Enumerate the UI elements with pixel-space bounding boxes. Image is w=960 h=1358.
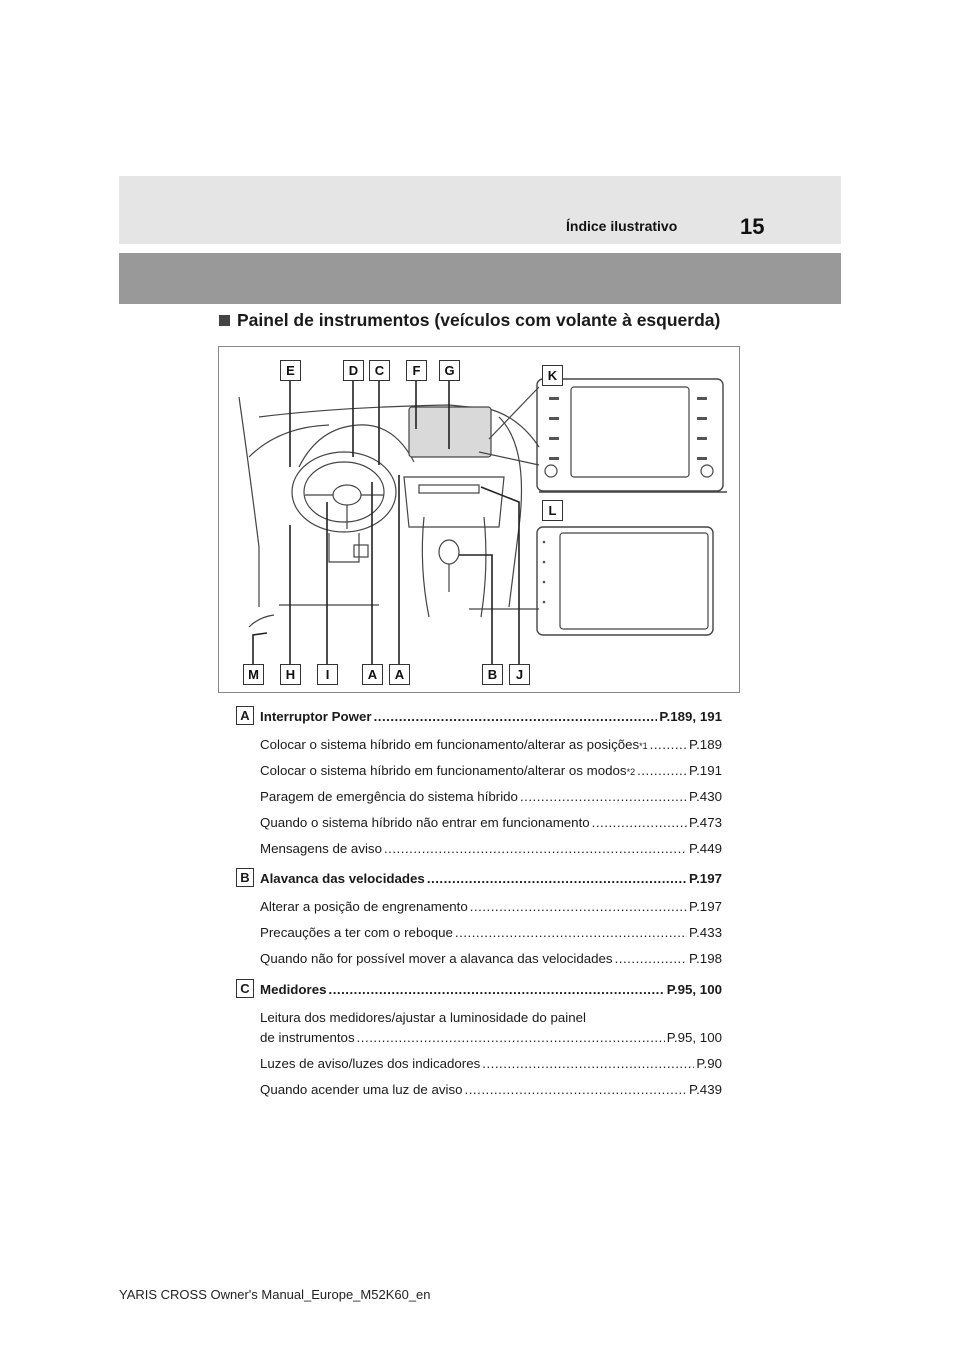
dashboard-drawing — [219, 347, 739, 692]
entry-ref: P.197 — [688, 871, 722, 886]
entry-marker-c: C — [236, 979, 254, 998]
callout-l: L — [542, 500, 563, 521]
callout-a-2: A — [389, 664, 410, 685]
entry-item: Alterar a posição de engrenamento ..... P.197 — [260, 899, 722, 914]
callout-a-1: A — [362, 664, 383, 685]
callout-c: C — [369, 360, 390, 381]
entry-title: Interruptor Power — [260, 709, 372, 724]
entry-item: Luzes de aviso/luzes dos indicadores ..... P.90 — [260, 1056, 722, 1071]
entry-title-row — [260, 709, 722, 724]
heading-text: Painel de instrumentos (veículos com volante à esquerda) — [237, 310, 721, 330]
entry-item: Quando acender uma luz de aviso ..... P.439 — [260, 1082, 722, 1097]
entry-item: Mensagens de aviso ..... P.449 — [260, 841, 722, 856]
entry-item: Paragem de emergência do sistema híbrido ..... P.430 — [260, 789, 722, 804]
callout-g: G — [439, 360, 460, 381]
entry-item: Colocar o sistema híbrido em funcionamento/alterar as posições *1 ..... P.189 — [260, 737, 722, 752]
square-bullet-icon — [219, 315, 230, 326]
header-band — [119, 176, 841, 244]
entry-item: Quando não for possível mover a alavanca das velocidades ..... P.198 — [260, 951, 722, 966]
dashboard-illustration — [218, 346, 740, 693]
callout-e: E — [280, 360, 301, 381]
entry-title: Medidores — [260, 982, 327, 997]
section-heading — [219, 310, 720, 331]
entry-title-row — [260, 982, 722, 997]
entry-ref: P.189, 191 — [659, 709, 722, 724]
entry-title-row — [260, 871, 722, 886]
callout-i: I — [317, 664, 338, 685]
header-bar — [119, 253, 841, 304]
section-title: Índice ilustrativo — [566, 218, 678, 234]
page-number: 15 — [740, 214, 765, 239]
entry-marker-a: A — [236, 706, 254, 725]
entry-item: Precauções a ter com o reboque ..... P.433 — [260, 925, 722, 940]
entry-ref: P.95, 100 — [666, 982, 722, 997]
callout-d: D — [343, 360, 364, 381]
callout-j: J — [509, 664, 530, 685]
entry-marker-b: B — [236, 868, 254, 887]
callout-b: B — [482, 664, 503, 685]
entry-item-line1: Leitura dos medidores/ajustar a luminosidade do painel — [260, 1010, 586, 1025]
callout-h: H — [280, 664, 301, 685]
callout-f: F — [406, 360, 427, 381]
entry-title: Alavanca das velocidades — [260, 871, 425, 886]
entry-item: Colocar o sistema híbrido em funcionamento/alterar os modos *2 ..... P.191 — [260, 763, 722, 778]
entry-item: de instrumentos ..... P.95, 100 — [260, 1030, 722, 1045]
callout-k: K — [542, 365, 563, 386]
footer-text: YARIS CROSS Owner's Manual_Europe_M52K60_en — [119, 1287, 431, 1302]
callout-m: M — [243, 664, 264, 685]
entry-item: Quando o sistema híbrido não entrar em funcionamento ..... P.473 — [260, 815, 722, 830]
